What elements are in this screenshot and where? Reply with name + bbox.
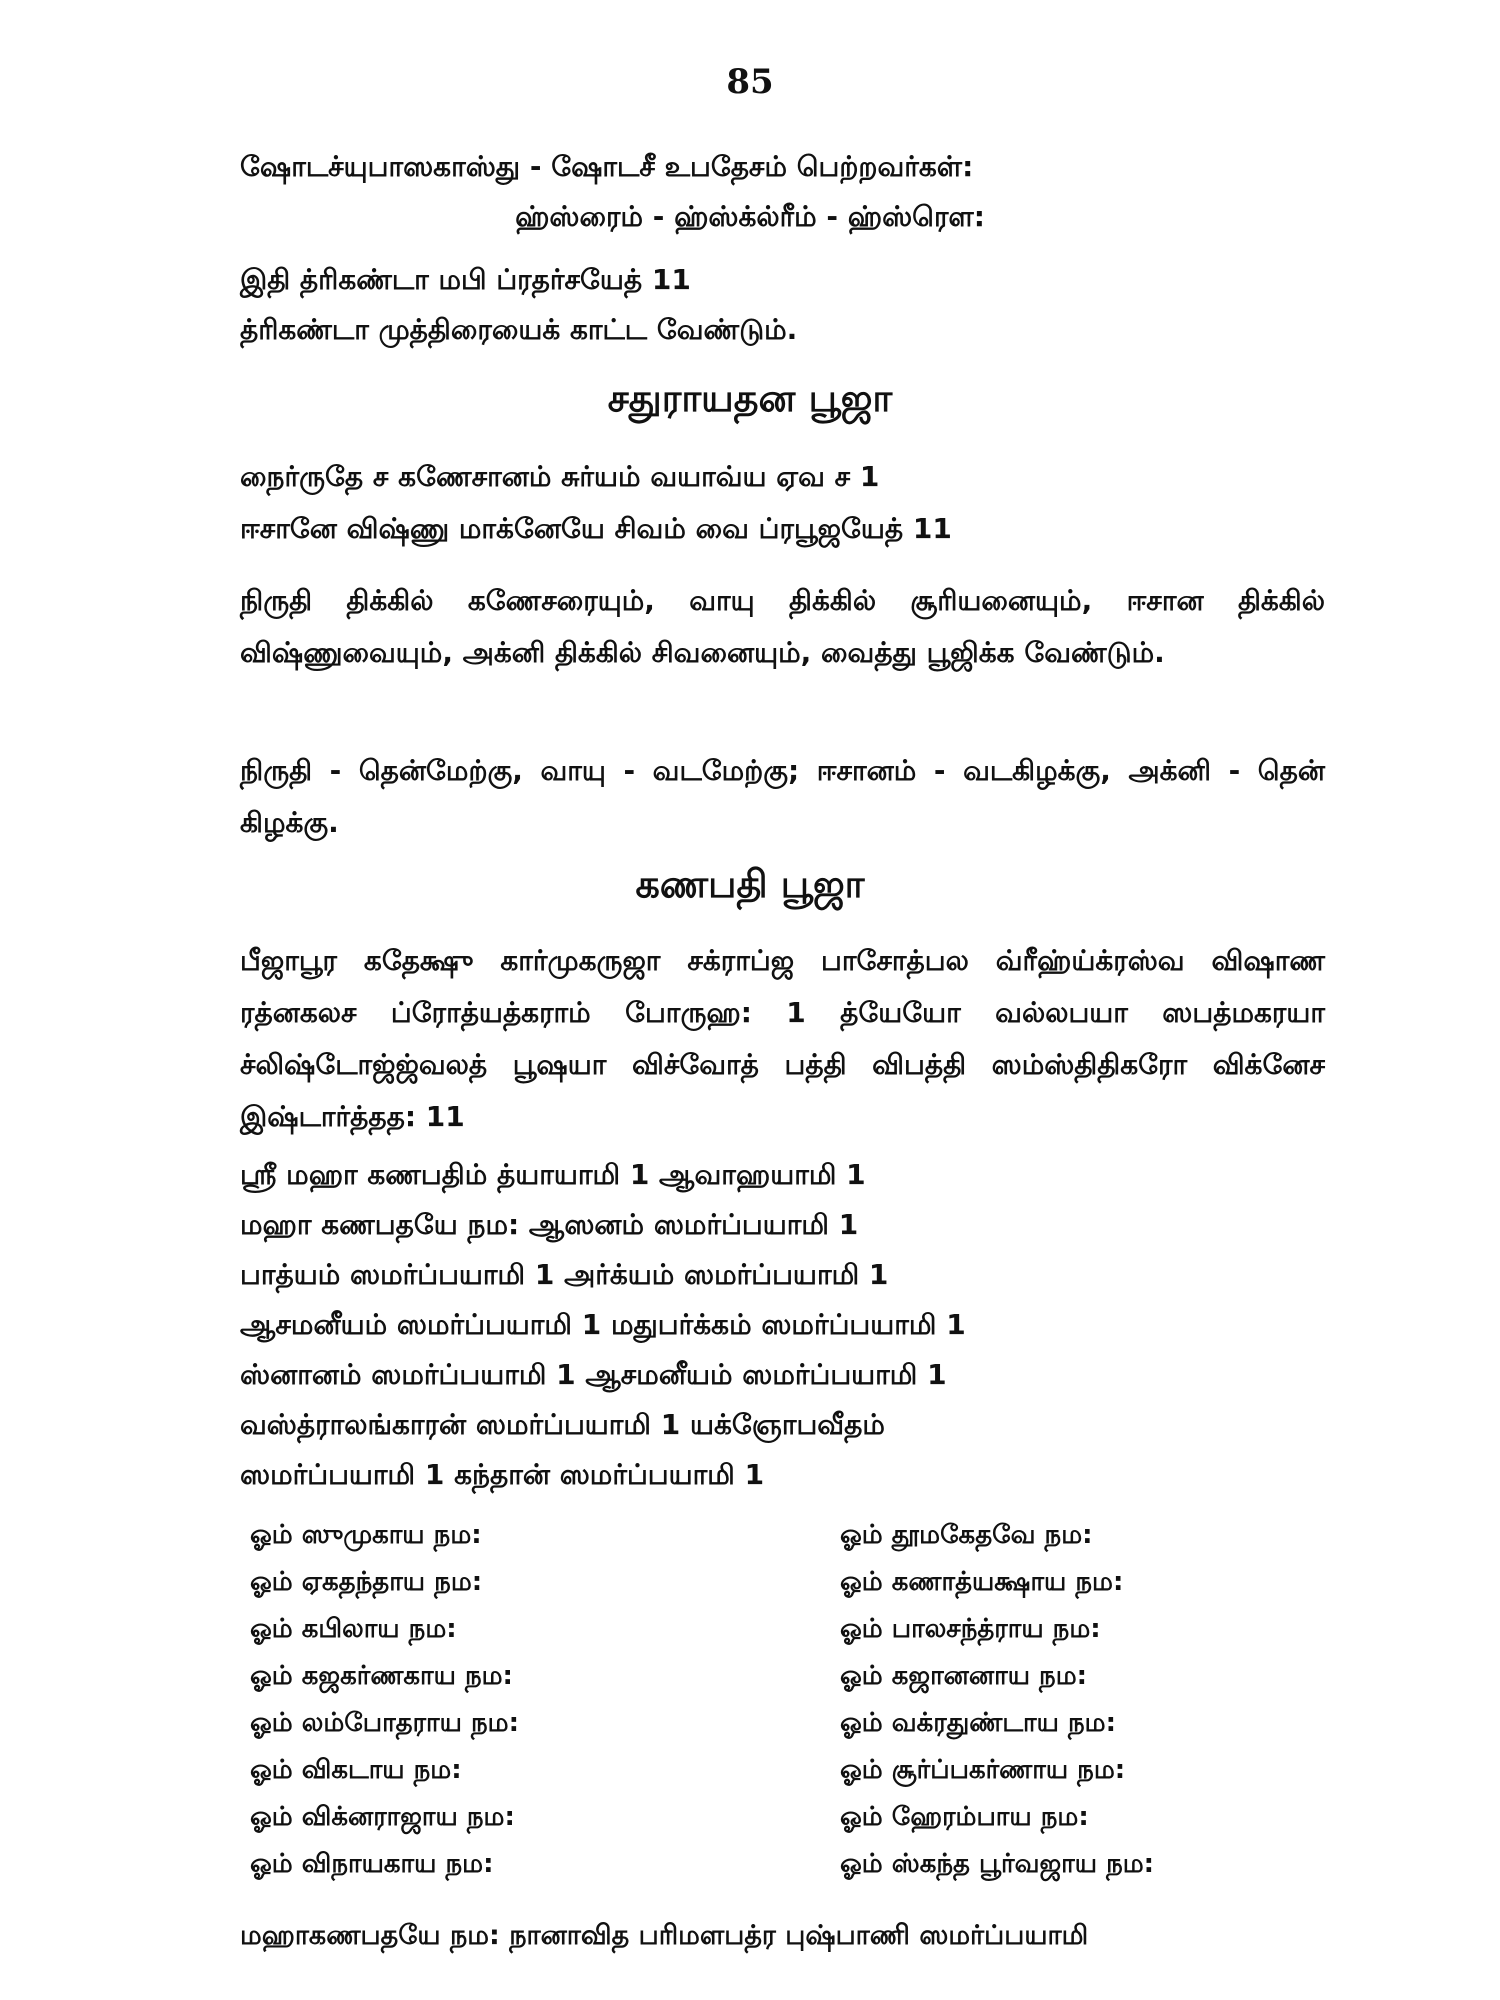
nama-item: ஓம் வக்ரதுண்டாய நம:: [840, 1708, 1116, 1738]
page-number: 85: [726, 62, 774, 102]
nama-item: ஓம் லம்போதராய நம:: [250, 1708, 519, 1738]
upachara-line: ஸமர்ப்பயாமி 1 கந்தான் ஸமர்ப்பயாமி 1: [240, 1458, 765, 1491]
upachara-line: ஸ்னானம் ஸமர்ப்பயாமி 1 ஆசமனீயம் ஸமர்ப்பயாமி 1: [240, 1358, 947, 1391]
nama-item: ஓம் கணாத்யக்ஷாய நம:: [840, 1567, 1124, 1597]
chaturayatana-heading: சதுராயதன பூஜா: [607, 376, 893, 420]
nama-item: ஓம் கஜகர்ணகாய நம:: [250, 1661, 513, 1691]
upachara-line: ஸ்ரீ மஹா கணபதிம் த்யாயாமி 1 ஆவாஹயாமி 1: [240, 1158, 866, 1191]
nama-item: ஓம் விக்னராஜாய நம:: [250, 1802, 515, 1832]
upachara-line: மஹா கணபதயே நம: ஆஸனம் ஸமர்ப்பயாமி 1: [240, 1208, 859, 1241]
nama-item: ஓம் ஹேரம்பாய நம:: [840, 1802, 1089, 1832]
nama-item: ஓம் ஸுமுகாய நம:: [250, 1520, 482, 1550]
chaturayatana-para-2: நிருதி - தென்மேற்கு, வாயு - வடமேற்கு; ஈசானம் - வடகிழக்கு, அக்னி - தென் கிழக்கு.: [240, 754, 1325, 839]
nama-item: ஓம் ஸ்கந்த பூர்வஜாய நம:: [840, 1849, 1155, 1879]
shodashi-line-3: இதி த்ரிகண்டா மபி ப்ரதர்சயேத் 11: [240, 263, 691, 296]
nama-list: [250, 1512, 1330, 1888]
shodashi-line-4: த்ரிகண்டா முத்திரையைக் காட்ட வேண்டும்.: [240, 313, 798, 346]
final-line: மஹாகணபதயே நம: நானாவித பரிமளபத்ர புஷ்பாணி ஸமர்ப்பயாமி: [240, 1920, 1089, 1951]
nama-item: ஓம் விநாயகாய நம:: [250, 1849, 494, 1879]
upachara-line: பாத்யம் ஸமர்ப்பயாமி 1 அர்க்யம் ஸமர்ப்பயாமி 1: [240, 1258, 889, 1291]
nama-item: ஓம் கஜானனாய நம:: [840, 1661, 1088, 1691]
chaturayatana-verse-2: ஈசானே விஷ்ணு மாக்னேயே சிவம் வை ப்ரபூஜயேத் 11: [240, 512, 952, 545]
nama-item: ஓம் விகடாய நம:: [250, 1755, 462, 1785]
ganapati-dhyana: பீஜாபூர கதேக்ஷு கார்முகருஜா சக்ராப்ஜ பாசோத்பல வ்ரீஹ்ய்க்ரஸ்வ விஷாண ரத்னகலச ப்ரோத்யத்கராம் போருஹ: 1 த்யேயோ வல்லபயா ஸபத்மகரயா ச்லிஷ்டோஜ்ஜ்வலத் பூஷயா விச்வோத் பத்தி விபத்தி ஸம்ஸ்திதிகரோ விக்னேச இஷ்டார்த்தத: 11: [240, 944, 1325, 1133]
ganapati-heading: கணபதி பூஜா: [635, 862, 865, 906]
shodashi-line-1: ஷோடச்யுபாஸகாஸ்து - ஷோடசீ உபதேசம் பெற்றவர்கள்:: [240, 150, 974, 183]
nama-item: ஓம் தூமகேதவே நம:: [840, 1520, 1093, 1550]
shodashi-line-2: ஹ்ஸ்ரைம் - ஹ்ஸ்க்ல்ரீம் - ஹ்ஸ்ரௌ:: [515, 200, 985, 233]
upachara-line: வஸ்த்ராலங்காரன் ஸமர்ப்பயாமி 1 யக்ஞோபவீதம்: [240, 1408, 885, 1441]
chaturayatana-verse-1: நைர்ருதே ச கணேசானம் சுர்யம் வயாவ்ய ஏவ ச 1: [240, 460, 880, 493]
nama-item: ஓம் சூர்ப்பகர்ணாய நம:: [840, 1755, 1126, 1785]
nama-item: ஓம் ஏகதந்தாய நம:: [250, 1567, 483, 1597]
upachara-line: ஆசமனீயம் ஸமர்ப்பயாமி 1 மதுபர்க்கம் ஸமர்ப்பயாமி 1: [240, 1308, 966, 1341]
chaturayatana-para-1: நிருதி திக்கில் கணேசரையும், வாயு திக்கில் சூரியனையும், ஈசான திக்கில் விஷ்ணுவையும், அக்னி திக்கில் சிவனையும், வைத்து பூஜிக்க வேண்டும்.: [240, 584, 1325, 669]
nama-item: ஓம் கபிலாய நம:: [250, 1614, 457, 1644]
upachara-list: [240, 1150, 966, 1500]
nama-item: ஓம் பாலசந்த்ராய நம:: [840, 1614, 1101, 1644]
